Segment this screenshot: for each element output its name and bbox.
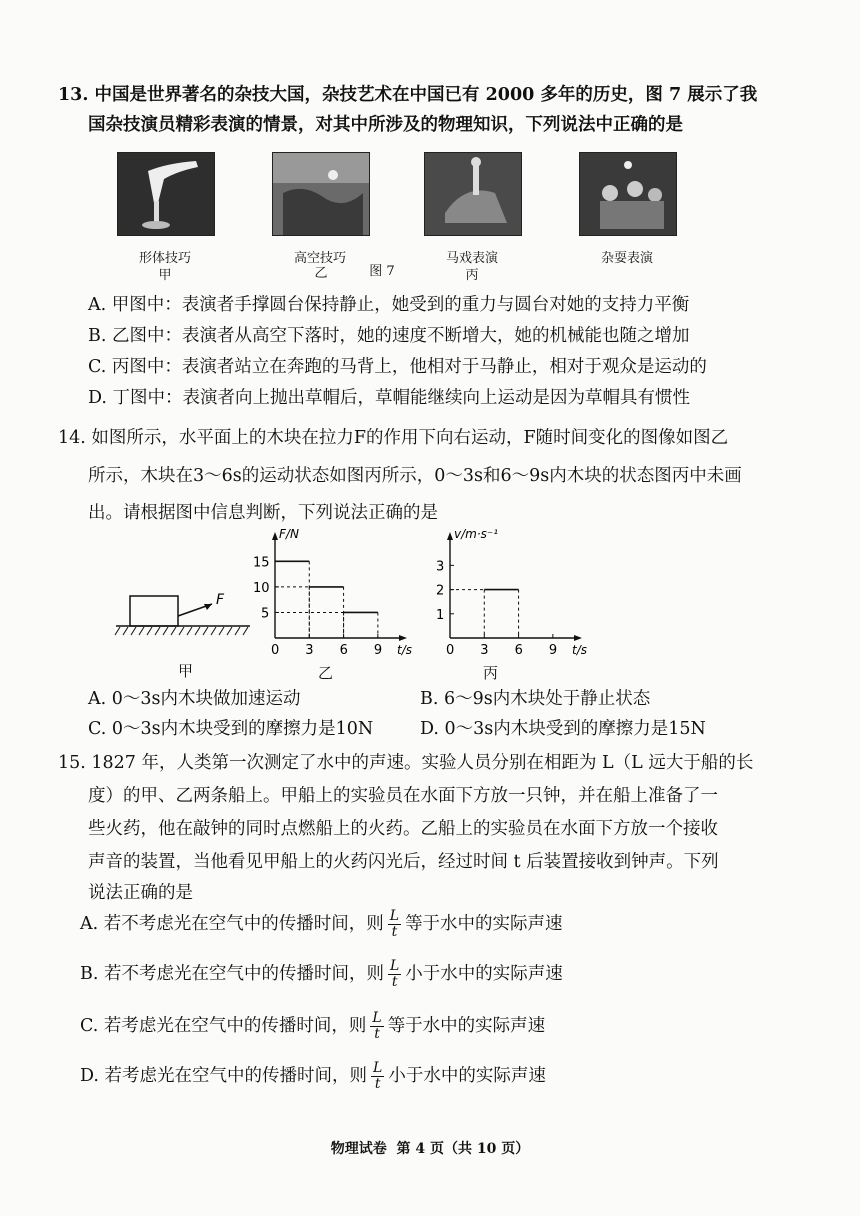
- q13-option-a: A. 甲图中：表演者手撑圆台保持静止，她受到的重力与圆台对她的支持力平衡: [88, 295, 690, 315]
- chart-bing-label: 丙: [483, 664, 499, 682]
- q15-line-1: 15. 1827 年，人类第一次测定了水中的声速。实验人员分别在相距为 L（L 远大于船的长: [58, 753, 754, 773]
- q14-option-c: C. 0～3s内木块受到的摩擦力是10N: [88, 719, 374, 739]
- photo-yi-label: 乙: [314, 266, 328, 281]
- photo-yi-caption: 高空技巧: [293, 251, 346, 266]
- q15-line-2: 度）的甲、乙两条船上。甲船上的实验员在水面下方放一只钟，并在船上准备了一: [88, 786, 718, 806]
- fraction-l-over-t: $\frac{L}{t}$: [389, 958, 400, 990]
- y-axis-arrow: [447, 532, 453, 540]
- photo-jia-caption: 形体技巧: [138, 251, 191, 266]
- fraction-l-over-t: $\frac{L}{t}$: [373, 1060, 383, 1092]
- page-footer: 物理试卷 第 4 页（共 10 页）: [330, 1141, 530, 1157]
- x-tick-label: 6: [339, 643, 348, 658]
- x-axis-arrow: [574, 635, 582, 641]
- photo-bing-caption: 马戏表演: [445, 251, 498, 266]
- q15-option-b-post: 小于水中的实际声速: [405, 964, 563, 984]
- q14-line-1: 14. 如图所示，水平面上的木块在拉力F的作用下向右运动，F随时间变化的图像如图乙: [58, 428, 729, 448]
- y-tick-label: 3: [436, 559, 445, 575]
- q13-option-b: B. 乙图中：表演者从高空下落时，她的速度不断增大，她的机械能也随之增加: [88, 326, 690, 346]
- q15-option-d-post: 小于水中的实际声速: [388, 1066, 546, 1086]
- q14-option-b: B. 6～9s内木块处于静止状态: [420, 689, 651, 709]
- y-tick-label: 5: [261, 606, 270, 622]
- q14-line-2: 所示，木块在3～6s的运动状态如图丙所示，0～3s和6～9s内木块的状态图丙中未画: [88, 466, 742, 486]
- q13-line-1: 13. 中国是世界著名的杂技大国，杂技艺术在中国已有 2000 多年的历史，图 7 展示了我: [58, 85, 758, 105]
- y-tick-label: 1: [436, 607, 445, 623]
- y-axis-arrow: [272, 532, 278, 540]
- y-tick-label: 15: [253, 555, 270, 571]
- q15-option-d: [80, 1061, 546, 1092]
- photo-bing-label: 丙: [465, 268, 479, 283]
- x-tick-label: 3: [305, 643, 314, 658]
- ground-hatch: [115, 627, 248, 635]
- figure-jia-label: 甲: [178, 662, 194, 680]
- force-label: F: [216, 592, 225, 608]
- fraction-l-over-t: $\frac{L}{t}$: [389, 908, 400, 940]
- q13-option-c: C. 丙图中：表演者站立在奔跑的马背上，他相对于马静止，相对于观众是运动的: [88, 357, 707, 377]
- y-axis-label: v/m·s⁻¹: [454, 528, 499, 541]
- figure-7-label: 图 7: [369, 264, 395, 279]
- x-axis-arrow: [399, 635, 407, 641]
- x-axis-label: t/s: [397, 643, 412, 657]
- q14-option-d: D. 0～3s内木块受到的摩擦力是15N: [420, 719, 706, 739]
- photo-ding: [579, 152, 677, 236]
- photo-ding-caption: 杂耍表演: [600, 251, 653, 266]
- q15-option-c-post: 等于水中的实际声速: [387, 1016, 546, 1036]
- q14-option-a: A. 0～3s内木块做加速运动: [88, 689, 301, 709]
- x-axis-label: t/s: [572, 643, 587, 657]
- x-tick-label: 0: [446, 643, 455, 658]
- q15-line-3: 些火药，他在敲钟的同时点燃船上的火药。乙船上的实验员在水面下方放一个接收: [88, 819, 718, 839]
- photo-bing: [424, 152, 522, 236]
- x-tick-label: 9: [373, 643, 383, 658]
- q15-option-c-pre: C. 若考虑光在空气中的传播时间，则: [80, 1016, 367, 1036]
- q14-line-3: 出。请根据图中信息判断，下列说法正确的是: [88, 503, 438, 523]
- velocity-time-chart: [420, 528, 590, 666]
- x-tick-label: 0: [271, 643, 280, 658]
- wooden-block: [130, 596, 178, 626]
- x-tick-label: 6: [514, 643, 523, 658]
- q15-option-b-pre: B. 若不考虑光在空气中的传播时间，则: [80, 964, 384, 984]
- q13-option-d: D. 丁图中：表演者向上抛出草帽后，草帽能继续向上运动是因为草帽具有惯性: [88, 388, 691, 408]
- y-axis-label: F/N: [279, 528, 299, 541]
- fraction-l-over-t: $\frac{L}{t}$: [372, 1010, 382, 1042]
- x-tick-label: 3: [480, 643, 489, 658]
- q15-option-a-pre: A. 若不考虑光在空气中的传播时间，则: [80, 914, 384, 934]
- photo-jia-label: 甲: [158, 268, 172, 283]
- q15-option-a: [80, 909, 563, 940]
- force-time-chart: [245, 528, 415, 666]
- photo-jia: [117, 152, 215, 236]
- q15-option-c: [80, 1011, 545, 1042]
- q15-option-a-post: 等于水中的实际声速: [405, 914, 563, 934]
- chart-yi-label: 乙: [318, 664, 334, 682]
- q15-option-b: [80, 959, 563, 990]
- x-tick-label: 9: [548, 643, 558, 658]
- q15-line-5: 说法正确的是: [88, 883, 193, 903]
- y-tick-label: 10: [253, 580, 270, 596]
- y-tick-label: 2: [436, 583, 445, 599]
- block-diagram: [112, 590, 254, 640]
- q13-line-2: 国杂技演员精彩表演的情景，对其中所涉及的物理知识，下列说法中正确的是: [88, 115, 683, 135]
- q15-line-4: 声音的装置，当他看见甲船上的火药闪光后，经过时间 t 后装置接收到钟声。下列: [88, 852, 719, 872]
- photo-yi: [272, 152, 370, 236]
- q15-option-d-pre: D. 若考虑光在空气中的传播时间，则: [80, 1066, 368, 1086]
